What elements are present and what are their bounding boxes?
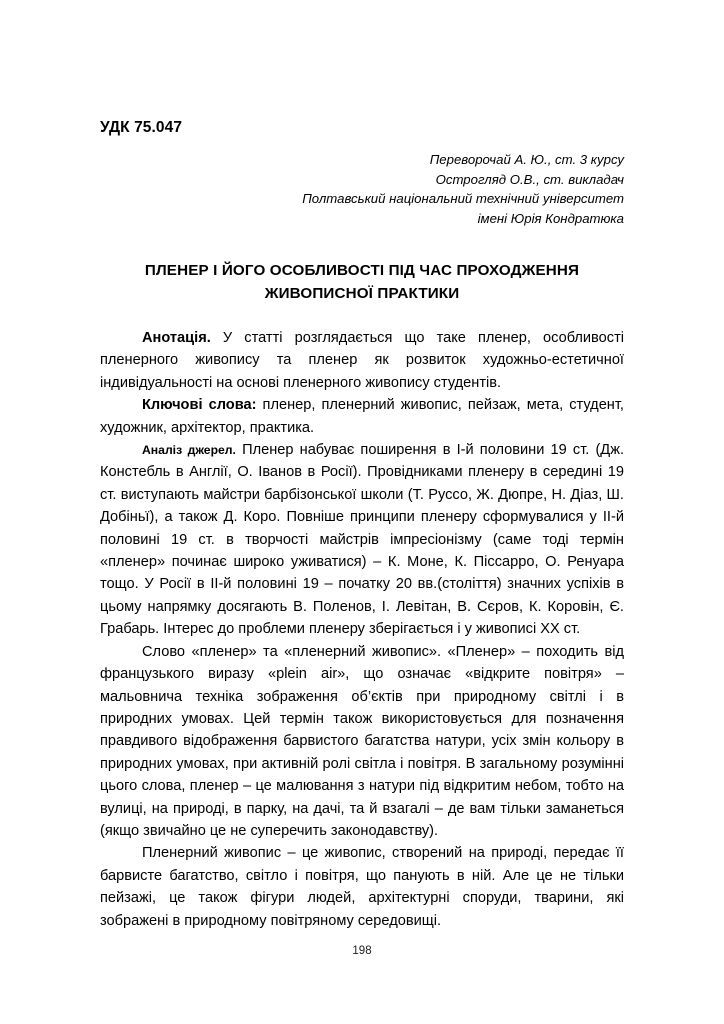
paragraph-abstract <box>100 327 624 394</box>
paragraph-text-keywords: пленер, пленерний живопис, пейзаж, мета, студент, художник, архітектор, практика. <box>100 397 624 436</box>
page-number: 198 <box>352 945 372 957</box>
author-affiliation-block <box>100 150 624 228</box>
page-content <box>100 118 624 932</box>
paragraph-text-plein-air-definition: Слово «пленер» та «пленерний живопис». «Пленер» – походить від французького виразу «plein air», що означає «відкрите повітря» – мальовнича техніка зображення об’єктів при природному світлі і в природних умовах. Цей термін також використовується для позначення правдивого відображення барвистого багатства натури, усіх змін кольору в природних умовах, при активній ролі світла і повітря. В загальному розумінні цього слова, пленер – це малювання з натури під відкритим небом, тобто на вулиці, на природі, в парку, на дачі, та й взагалі – де вам тільки заманеться (якщо звичайно це не суперечить законодавству). <box>100 643 624 839</box>
title-line-1: ПЛЕНЕР І ЙОГО ОСОБЛИВОСТІ ПІД ЧАС ПРОХОДЖЕННЯ <box>144 262 580 279</box>
article-body <box>100 327 624 932</box>
paragraph-plein-air-painting <box>100 842 624 932</box>
title-line-2: ЖИВОПИСНОЇ ПРАКТИКИ <box>264 285 460 302</box>
paragraph-text-abstract: У статті розглядається що таке пленер, особливості пленерного живопису та пленер як розвиток художньо-естетичної індивідуальності на основі пленерного живопису студентів. <box>100 330 624 391</box>
affiliation-line-1: Полтавський національний технічний університет <box>302 191 624 206</box>
udc-code: УДК 75.047 <box>100 119 183 136</box>
paragraph-keywords <box>100 394 624 439</box>
affiliation-line-2: імені Юрія Кондратюка <box>477 210 624 226</box>
paragraph-lead-source-analysis: Аналіз джерел. <box>142 443 236 458</box>
paragraph-source-analysis <box>100 439 624 641</box>
page-title <box>100 259 624 305</box>
paragraph-text-source-analysis: Пленер набуває поширення в I-й половини 19 ст. (Дж. Констебль в Англії, О. Іванов в Росії). Провідниками пленеру в середині 19 ст. виступають майстри барбізонської школи (Т. Руссо, Ж. Дюпре, Н. Діаз, Ш. Добіньї), а також Д. Коро. Повніше принципи пленеру сформувалися у II-й половині 19 ст. в творчості майстрів імпресіонізму (саме тоді термін «пленер» починає широко уживатися) – К. Моне, К. Піссарро, О. Ренуара тощо. У Росії в II-й половині 19 – початку 20 вв.(століття) значних успіхів в цьому напрямку досягають В. Поленов, І. Левітан, В. Сєров, К. Коровін, Є. Грабарь. Інтерес до проблеми пленеру зберігається і у живописі XX ст. <box>100 442 625 638</box>
paragraph-plein-air-definition <box>100 641 624 843</box>
author-line-2: Острогляд О.В., ст. викладач <box>435 171 624 187</box>
author-line-1: Переворочай А. Ю., ст. 3 курсу <box>429 152 624 167</box>
paragraph-lead-abstract: Анотація. <box>142 330 211 346</box>
paragraph-text-plein-air-painting: Пленерний живопис – це живопис, створений на природі, передає її барвисте багатство, світло і повітря, що панують в ній. Але це не тільки пейзажі, це також фігури людей, архітектурні споруди, тварини, які зображені в природному повітряному середовищі. <box>100 845 624 929</box>
paragraph-lead-keywords: Ключові слова: <box>142 397 257 414</box>
